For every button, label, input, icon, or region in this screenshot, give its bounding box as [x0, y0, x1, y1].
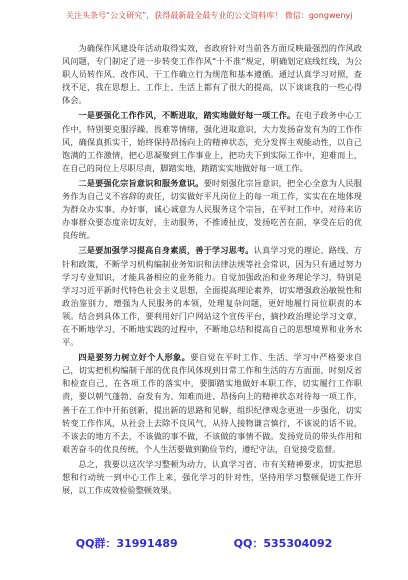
paragraph-lead: 一是要强化工作作风，不断进取，踏实地做好每一项工作。: [78, 110, 296, 121]
paragraph-body: 总之，我要以这次学习整顿为动力，认真学习省、市有关精神要求，切实把思想和行动统一到中心工作上来，强化学习的针对性，坚持用学习整顿促进工作开展，以工作成效检验整顿效果。: [62, 458, 362, 496]
point-one-paragraph: [62, 109, 362, 174]
qq-number-text: QQ：535304092: [233, 537, 333, 550]
paragraph-lead: 二是要强化宗旨意识和服务意识。: [78, 177, 204, 188]
paragraph-body: 要自觉在平时工作、生活、学习中严格要求自己，切实把机构编制干部的优良作风体现到日常工作和生活的方方面面，时刻反省和检查自己，在各项工作的落实中，要脚踏实地做好本职工作，切实履行工作职责，要以朝气蓬勃、奋发有为、知难而进、昂扬向上的精神状态对待每一项工作，善于在工作中开拓创新，提出新的思路和见解，组织纪律观念更进一步强化，切实转变工作作风，从社会上去除不良风气，从待人接物谦言慎行，不该说的话不说，不该去的地方不去，不该做的事不做，不该做的事情不做。发扬党员的带头作用和艰苦奋斗的优良传统，个人生活要做到勤俭节约，遵纪守法，自觉接受监督。: [62, 352, 362, 454]
paragraph-body: 在电子政务中心工作中，特别要克服浮躁、畏难等情绪，强化进取意识，大力发扬奋发有为的工作作风，确保真抓实干，始终保持昂扬向上的精神状态，充分发挥主观能动性，以自己饱满的工作激情，把心思凝聚到工作事业上，把功夫下到实际工作中，迎难而上，在自己的岗位上尽职尽责，脚踏实地，踏踏实实地做好每一项工作。: [62, 110, 362, 173]
paragraph-body: 认真学习党的理论、路线、方针和政策，不断学习机构编制业务知识和法律法规等社会常识，因为只有通过努力学习专业知识，才能具备相应的业务能力。自觉加强政治和业务理论学习，特别是学习习近平新时代特色社会主义思想，全面提高理论素养，切实增强政治敏锐性和政治鉴别力，增强为人民服务的本领，处理复杂问题，更好地履行岗位职责的本领。结合到具体工作，要利用好门户网站这个宣传平台，摘抄政治理论学习文章，在不断地学习、不断地实践的过程中，不断地总结和提高自己的思想境界和业务水平。: [62, 245, 362, 348]
conclusion-paragraph: [62, 458, 362, 497]
header-banner: 关注头条号“公文研究”，获得最新最全最专业的公文资料库！ 微信：gongwenyj: [66, 11, 353, 20]
point-two-paragraph: [62, 177, 362, 242]
qq-group-text: QQ群：31991489: [75, 537, 178, 550]
footer-contact: [0, 535, 408, 551]
paragraph-lead: 三是要加强学习提高自身素质，善于学习思考。: [78, 245, 254, 256]
document-body: [62, 42, 362, 499]
point-three-paragraph: [62, 244, 362, 349]
paragraph-body: 要时刻强化宗旨意识，把全心全意为人民服务作为自己义不容辞的责任，切实做好平凡岗位上的每一项工作，实实在在地体现为群众办实事、办好事，诚心诚意为人民服务这个宗旨，在平时工作中，对待来访办事群众要态度亲切友好，主动服务，不推诿扯皮，发扬吃苦在前，享受在后的优良传统。: [62, 177, 362, 241]
paragraph-lead: 四是要努力树立好个人形象。: [78, 352, 191, 363]
intro-paragraph: [62, 42, 362, 107]
paragraph-body: 为确保作风建设年活动取得实效，省政府针对当前各方面反映最强烈的作风政风问题，专门制定了进一步转变工作作风“十不准”规定，明确划定底线红线，为公职人员转作风、改作风、干工作确立行为规范和基本遵循。通过认真学习对照，查找不足，我在思想上、工作上、生活上都有了很大的提高，以下谈谈我的一些心得体会。: [62, 43, 362, 106]
point-four-paragraph: [62, 351, 362, 456]
